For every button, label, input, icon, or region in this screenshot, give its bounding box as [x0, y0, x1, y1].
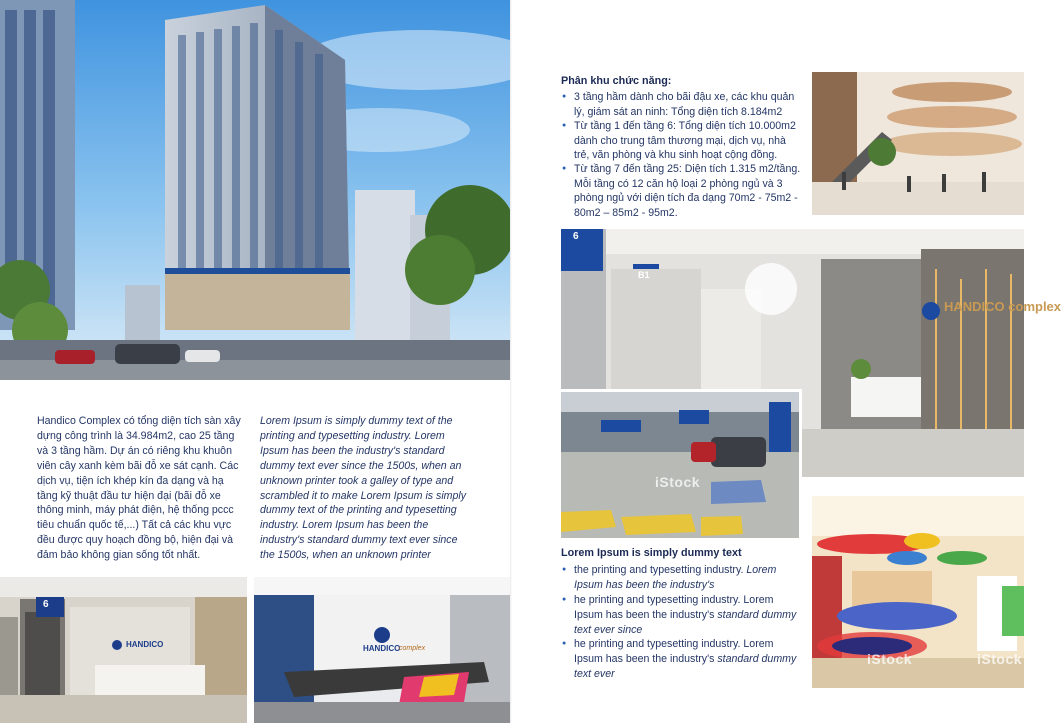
intro-paragraph: Handico Complex có tổng diện tích sàn xây dựng công trình là 34.984m2, cao 25 tầng và 3 tầng hầm. Dự án có riêng khu khuôn viên cây xanh kèm bãi đỗ xe sát cạnh. Các dịch vụ, tiện ích khép kín đa dạng và hạ tầng kỹ thuật đầu tư hiện đại (bãi đỗ xe thông minh, máy phát điện, hệ thống pccc tiêu chuẩn quốc tế,...) Tất cả các khu vực đều được quy hoạch đồng bộ, hiện đại và đảm bảo không gian sống tốt nhất. — [37, 415, 241, 562]
lobby-sign-b1: B1 — [638, 270, 650, 280]
lorem-heading: Lorem Ipsum is simply dummy text — [561, 547, 742, 559]
reception-logo-text: HANDICO — [363, 644, 401, 653]
left-page — [0, 0, 512, 723]
lobby-sign-6: 6 — [573, 231, 579, 242]
list-item-text: he printing and typesetting industry. Lorem Ipsum has been the industry's — [574, 638, 774, 666]
list-item-italic: standard dummy text ever — [574, 653, 797, 681]
list-item — [574, 593, 803, 638]
list-item-italic: standard dummy text ever since — [574, 608, 797, 636]
reception-logo-sub: complex — [399, 645, 426, 652]
list-item: ● Từ tầng 1 đến tầng 6: Tổng diện tích 10.000m2 dành cho trung tâm thương mại, dịch vụ, nhà trẻ, văn phòng và khu sinh hoạt cộng đồng. — [574, 119, 801, 162]
list-item-text: the printing and typesetting industry. — [574, 563, 747, 576]
functional-list — [561, 90, 801, 220]
lorem-paragraph: Lorem Ipsum is simply dummy text of the printing and typesetting industry. Lorem Ipsum has been the industry's standard dummy text ever since the 1500s, when an unknown printer took a galley of type and scrambled it to make Lorem Ipsum is simply dummy text of the printing and typesetting industry. Lorem Ipsum has been the industry's standard dummy text ever since the 1500s, when an unknown printer — [260, 415, 467, 562]
lorem-list-block — [561, 546, 803, 682]
section-heading: Phân khu chức năng: — [561, 75, 672, 87]
kids-playroom-photo — [812, 496, 1024, 688]
hero-building-photo — [0, 0, 510, 380]
list-item — [574, 637, 803, 682]
right-page — [512, 0, 1061, 723]
lobby-elevator-photo — [0, 577, 247, 723]
list-item: ● 3 tầng hầm dành cho bãi đậu xe, các khu quản lý, giám sát an ninh: Tổng diện tích 8.184m2 — [574, 90, 801, 119]
reception-desk-photo — [254, 577, 510, 723]
list-item-italic: Lorem Ipsum has been the industry's — [574, 563, 777, 591]
lobby-logo-text: HANDICO — [126, 640, 164, 649]
lorem-list — [561, 563, 803, 682]
watermark: iStock — [655, 474, 701, 490]
parking-basement-photo — [561, 389, 802, 538]
watermark: iStock — [867, 651, 913, 667]
mall-atrium-photo — [812, 72, 1024, 215]
list-item-text: he printing and typesetting industry. Lorem Ipsum has been the industry's — [574, 593, 774, 621]
watermark: iStock — [977, 651, 1023, 667]
lobby-floor-sign: 6 — [43, 599, 49, 610]
list-item — [574, 563, 803, 593]
functional-zones-block — [561, 74, 801, 220]
list-item: ● Từ tầng 7 đến tầng 25: Diện tích 1.315 m2/tầng. Mỗi tầng có 12 căn hộ loại 2 phòng ngủ và 3 phòng ngủ với diện tích đa dạng 70m2 - 75m2 - 80m2 – 85m2 - 95m2. — [574, 162, 801, 220]
lobby-brand-text: HANDICO complex — [944, 299, 1061, 314]
